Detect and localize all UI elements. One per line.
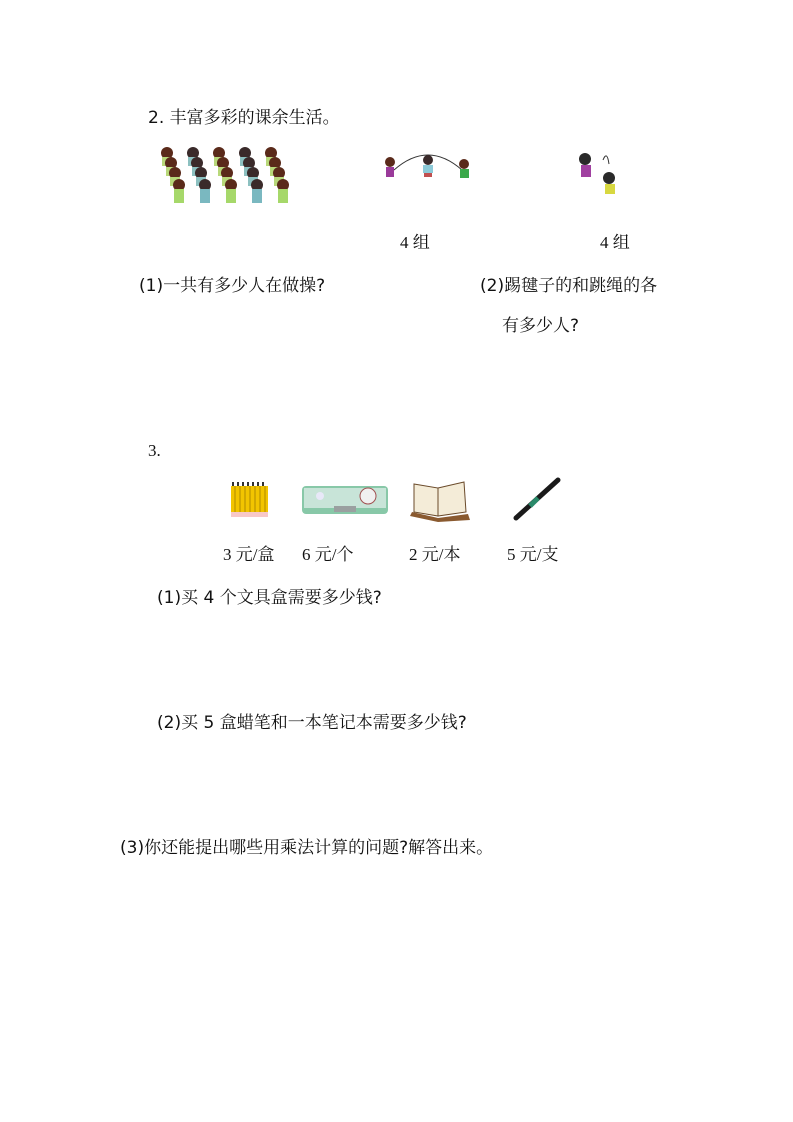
question-2-2-line1: (2)踢毽子的和跳绳的各 [480, 276, 658, 296]
exercise-group-picture [155, 145, 295, 210]
shuttlecock-picture [575, 150, 635, 200]
pen-picture [510, 476, 564, 522]
crayons-picture [230, 480, 270, 520]
question-2-1: (1)一共有多少人在做操? [139, 276, 326, 296]
question-3-2: (2)买 5 盒蜡笔和一本笔记本需要多少钱? [157, 713, 467, 733]
question-2-2-line2: 有多少人? [502, 316, 580, 336]
question-3-3: (3)你还能提出哪些用乘法计算的问题?解答出来。 [120, 838, 494, 858]
section-2-heading: 2. 丰富多彩的课余生活。 [148, 108, 340, 128]
notebook-picture [408, 478, 472, 522]
question-3-1: (1)买 4 个文具盒需要多少钱? [157, 588, 382, 608]
pencil-box-picture [300, 482, 390, 518]
pen-price: 5 元/支 [507, 545, 559, 564]
notebook-price: 2 元/本 [409, 545, 461, 564]
shuttlecock-group-count: 4 组 [600, 233, 630, 252]
jump-rope-picture [378, 148, 478, 190]
section-3-heading: 3. [148, 441, 161, 460]
pencil-box-price: 6 元/个 [302, 545, 354, 564]
crayons-price: 3 元/盒 [223, 545, 275, 564]
jump-rope-group-count: 4 组 [400, 233, 430, 252]
